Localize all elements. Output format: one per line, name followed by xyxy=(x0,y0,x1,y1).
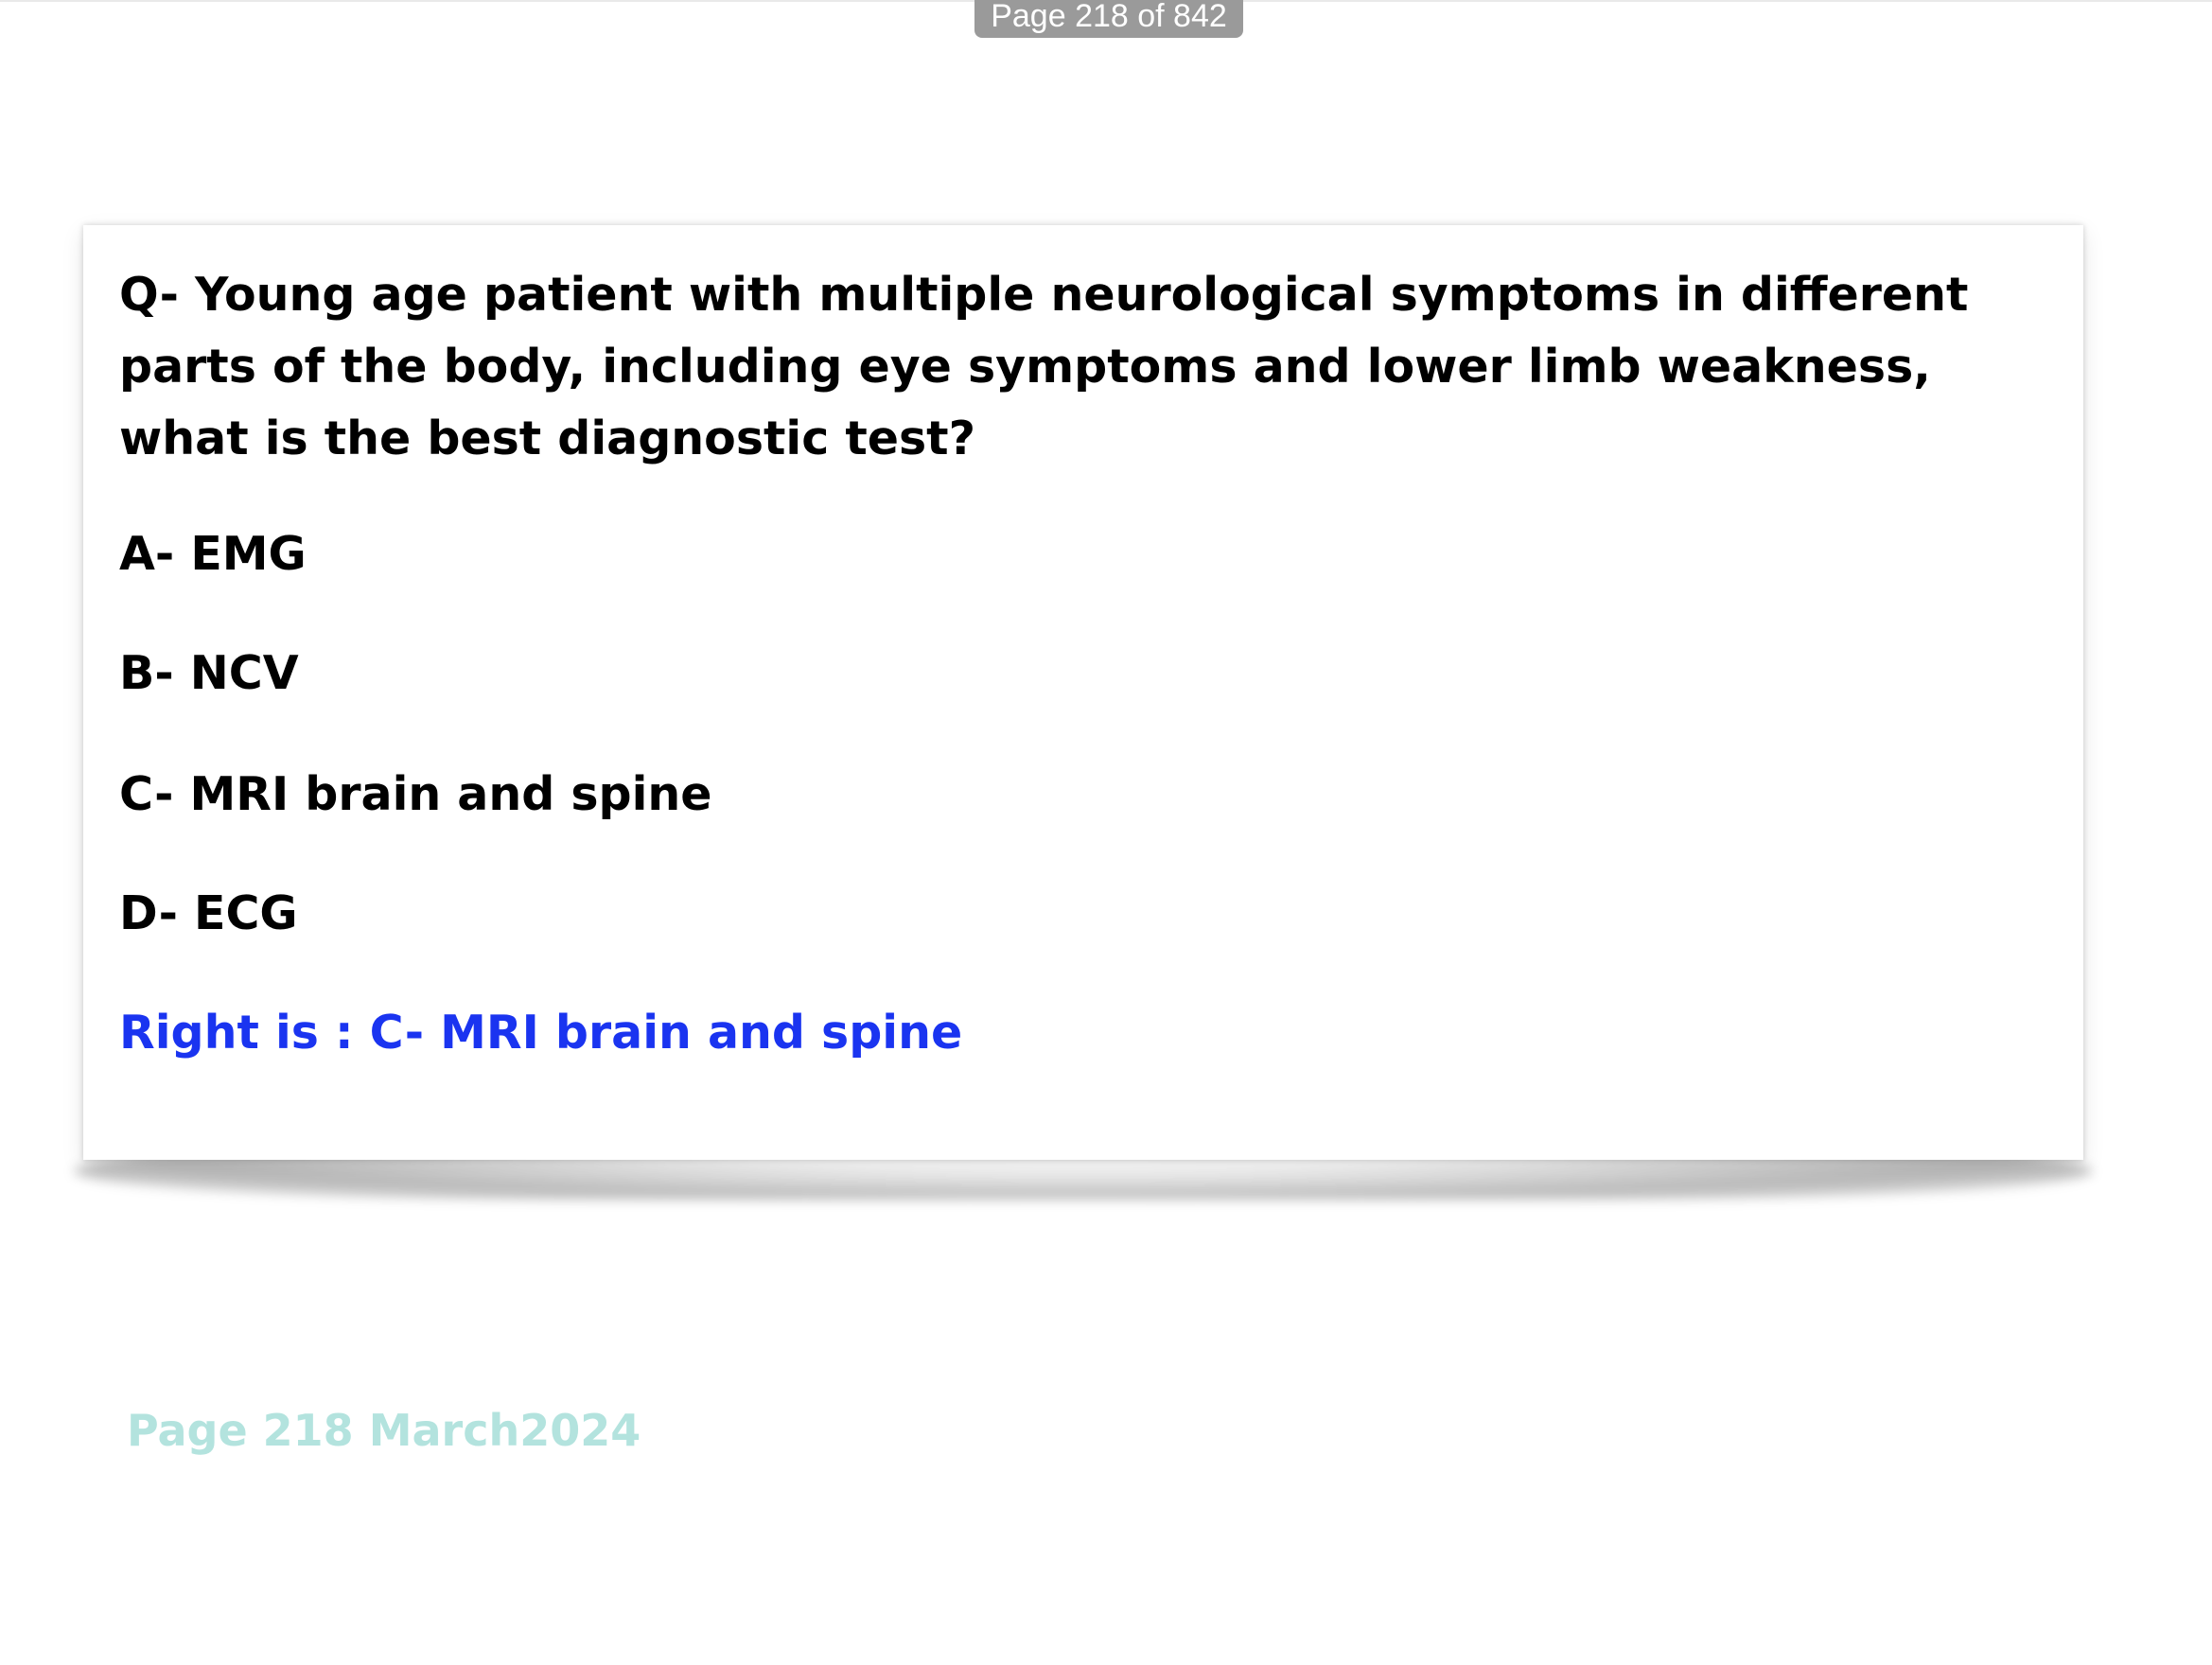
question-card xyxy=(83,225,2083,1160)
question-card-container xyxy=(83,225,2083,1160)
option-b: B- NCV xyxy=(119,646,299,700)
question-text: Q- Young age patient with multiple neurological symptoms in different parts of the body, including eye symptoms and lower limb weakness, what is the best diagnostic test? xyxy=(119,268,1969,465)
page-footer-note: Page 218 March2024 xyxy=(127,1405,641,1456)
page-indicator: Page 218 of 842 xyxy=(974,0,1243,38)
correct-answer: Right is : C- MRI brain and spine xyxy=(119,1006,963,1060)
option-c: C- MRI brain and spine xyxy=(119,767,712,821)
option-a: A- EMG xyxy=(119,527,307,581)
option-d: D- ECG xyxy=(119,886,298,940)
